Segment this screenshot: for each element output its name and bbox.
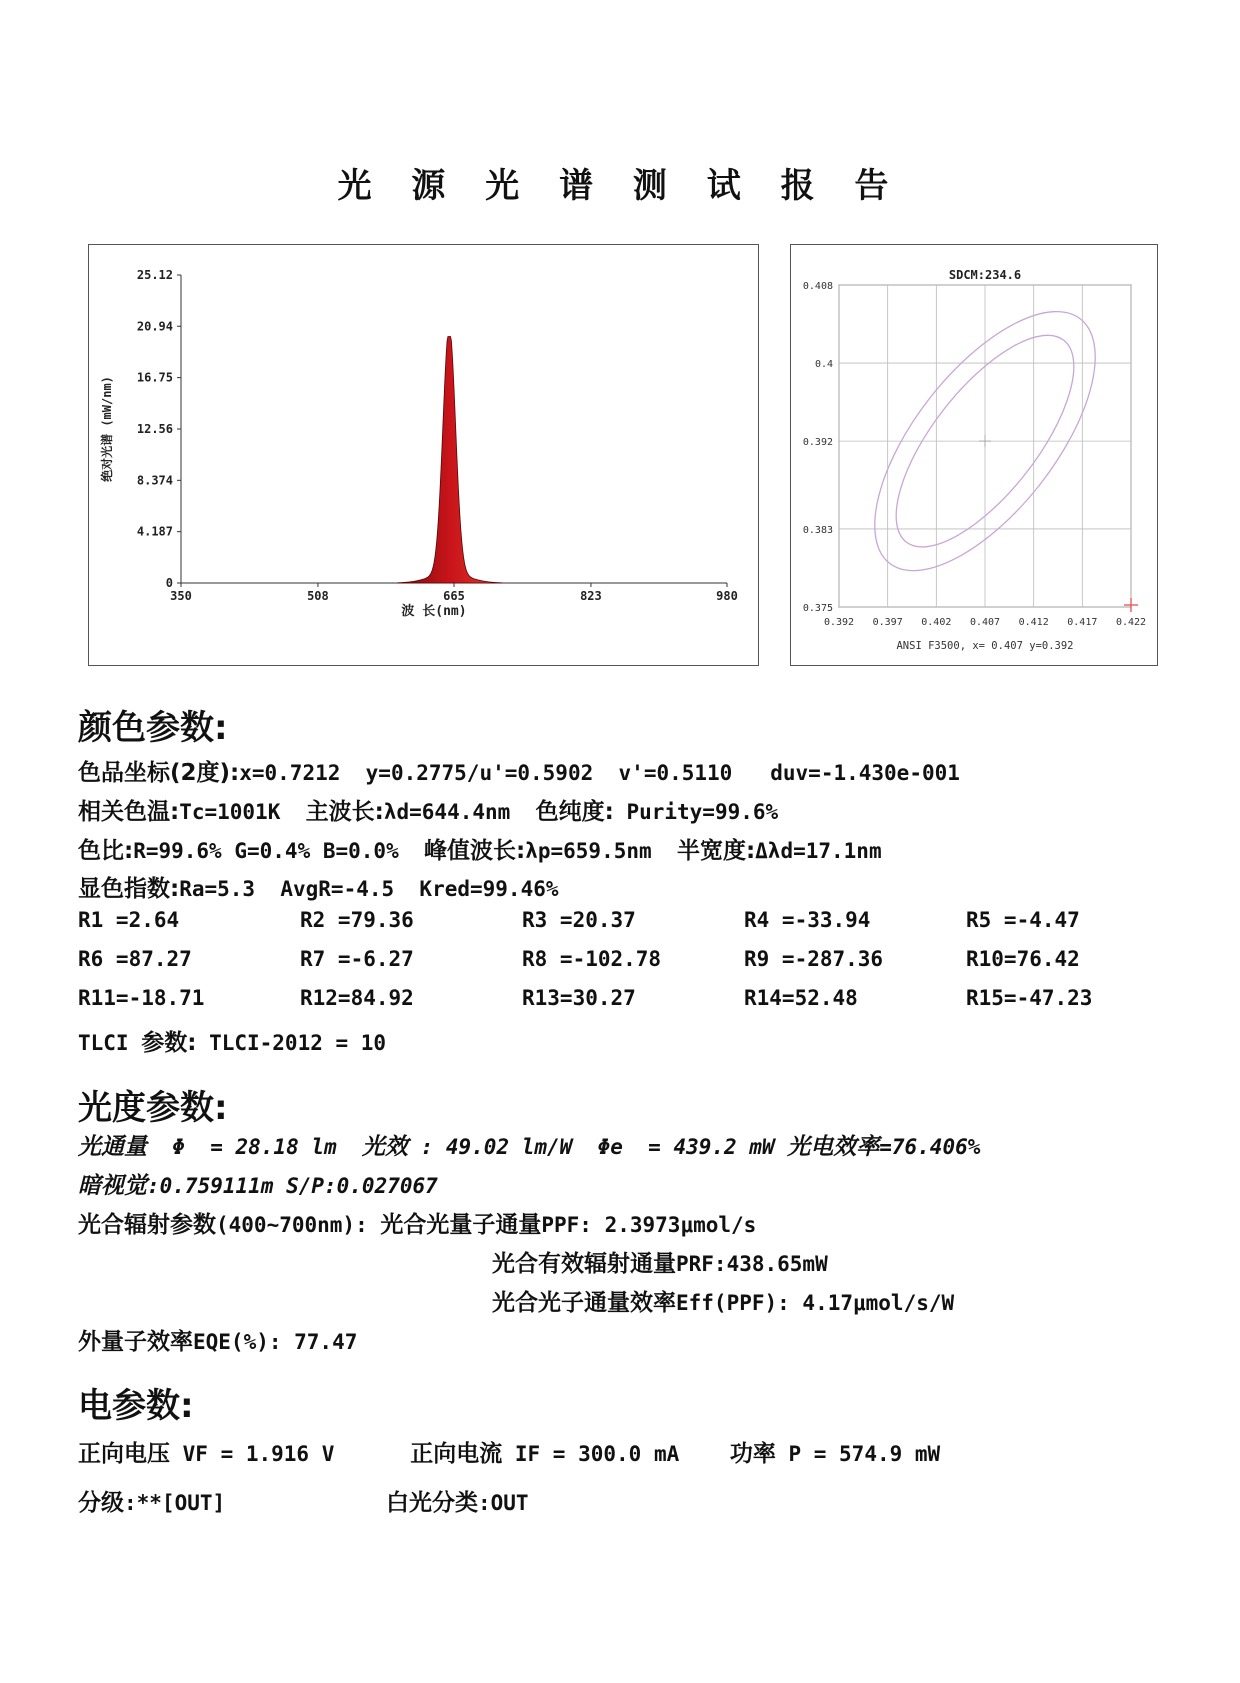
r-value: R6 =87.27 [78, 947, 192, 971]
cct-label: 相关色温: [78, 799, 180, 825]
tlci-label: 参数: [141, 1030, 197, 1056]
y-tick-label: 0 [165, 576, 173, 590]
r-row [78, 908, 1158, 936]
chromaticity-chart-panel [790, 244, 1158, 666]
y-tick-label: 20.94 [136, 319, 173, 334]
y-tick-label: 0.392 [802, 437, 833, 449]
chromaticity-label: 色品坐标(2度): [78, 760, 240, 786]
dominant-wavelength-label: 主波长: [305, 799, 384, 825]
y-tick-label: 0.375 [802, 603, 833, 614]
r-value: R1 =2.64 [78, 908, 180, 932]
purity-label: 色纯度: [535, 799, 614, 825]
cct-value: Tc=1001K [179, 800, 281, 824]
dominant-wavelength-value: λd=644.4nm [383, 800, 511, 824]
y-tick-label: 0.4 [814, 359, 833, 371]
white-class-line [386, 1484, 529, 1517]
r-value: R15=-47.23 [966, 986, 1093, 1010]
r-row [78, 986, 1158, 1014]
forward-voltage-label: 正向电压 [78, 1441, 170, 1467]
cri-label: 显色指数: [78, 876, 180, 902]
chromaticity-values: x=0.7212 y=0.2775/u'=0.5902 v'=0.5110 duv=-1.430e-001 [239, 761, 960, 785]
y-tick-label: 16.75 [136, 370, 173, 385]
scotopic-line [78, 1167, 438, 1200]
x-tick-label: 508 [307, 589, 329, 603]
flux-line [78, 1128, 980, 1161]
par-line [78, 1206, 756, 1239]
power-label: 功率 [729, 1441, 776, 1467]
r-value: R10=76.42 [966, 947, 1080, 971]
ppf-efficiency-value: Eff(PPF): 4.17μmol/s/W [676, 1291, 955, 1315]
y-tick-label: 0.408 [802, 281, 833, 292]
x-axis-label: 波 长(nm) [401, 604, 467, 619]
purity-value: Purity=99.6% [613, 800, 779, 824]
x-tick-label: 0.417 [1067, 617, 1098, 628]
x-tick-label: 0.392 [823, 617, 855, 628]
y-tick-label: 8.374 [136, 473, 173, 488]
flux-label: 光通量 [78, 1134, 147, 1160]
chromaticity-line [78, 754, 960, 787]
ppf-value: PPF: 2.3973μmol/s [541, 1213, 757, 1237]
forward-current-label: 正向电流 [410, 1441, 503, 1467]
r-value: R7 =-6.27 [300, 947, 414, 971]
color-ratio-value: R=99.6% G=0.4% B=0.0% [133, 839, 399, 863]
x-tick-label: 665 [443, 589, 465, 603]
ppf-efficiency-label: 光合光子通量效率 [492, 1290, 676, 1316]
efficacy-label: 光效 [361, 1134, 408, 1160]
peak-wavelength-label: 峰值波长: [424, 838, 526, 864]
peak-wavelength-value: λp=659.5nm [525, 839, 652, 863]
cct-line [78, 793, 778, 826]
grade-line [78, 1484, 225, 1517]
ratio-line [78, 832, 882, 865]
spectrum-chart [89, 245, 758, 665]
eqe-line [78, 1323, 357, 1356]
prf-label: 光合有效辐射通量 [492, 1251, 676, 1277]
par-label: 光合辐射参数 [78, 1212, 216, 1238]
scotopic-label: 暗视觉 [78, 1173, 147, 1199]
grade-label: 分级 [78, 1490, 124, 1516]
r-value: R3 =20.37 [522, 908, 636, 932]
color-params-heading: 颜色参数: [78, 708, 228, 748]
half-width-value: Δλd=17.1nm [755, 839, 882, 863]
x-tick-label: 0.412 [1018, 617, 1049, 628]
white-class-label: 白光分类 [386, 1490, 478, 1516]
tlci-value: TLCI-2012 = 10 [196, 1031, 387, 1055]
r-value: R14=52.48 [744, 986, 858, 1010]
r-value: R8 =-102.78 [522, 947, 662, 971]
flux-value: Φ = 28.18 lm [147, 1135, 362, 1159]
y-axis-label: 绝对光谱 (mW/nm) [100, 376, 114, 482]
r-value: R4 =-33.94 [744, 908, 871, 932]
cie-title: SDCM:234.6 [948, 268, 1022, 282]
electrical-line [78, 1435, 940, 1468]
x-tick-label: 0.402 [921, 617, 952, 628]
x-tick-label: 0.407 [969, 617, 1001, 628]
x-tick-label: 0.397 [872, 617, 903, 628]
photometric-params-heading: 光度参数: [78, 1088, 228, 1128]
pe-efficiency-value: =76.406% [879, 1135, 981, 1159]
prf-value: PRF:438.65mW [676, 1252, 828, 1276]
tlci-line [78, 1024, 386, 1057]
y-tick-label: 4.187 [136, 524, 173, 539]
ppf-label: 光合光量子通量 [380, 1212, 542, 1238]
x-tick-label: 0.422 [1115, 617, 1147, 628]
r-row [78, 947, 1158, 975]
scotopic-value: :0.759111m S/P:0.027067 [147, 1174, 438, 1198]
spectrum-chart-panel [88, 244, 759, 666]
cie-footer: ANSI F3500, x= 0.407 y=0.392 [896, 640, 1074, 652]
tlci-label-prefix: TLCI [78, 1031, 142, 1055]
r-value: R2 =79.36 [300, 908, 414, 932]
grade-value: :**[OUT] [124, 1491, 226, 1515]
x-tick-label: 980 [716, 589, 738, 603]
electrical-params-heading: 电参数: [78, 1386, 194, 1426]
x-tick-label: 823 [580, 589, 602, 603]
eqe-value: EQE(%): 77.47 [193, 1330, 358, 1354]
color-ratio-label: 色比: [78, 838, 134, 864]
power-value: P = 574.9 mW [775, 1442, 941, 1466]
white-class-value: :OUT [478, 1491, 529, 1515]
prf-line [492, 1245, 828, 1278]
spectrum-peak-area [398, 337, 502, 583]
r-value: R11=-18.71 [78, 986, 205, 1010]
y-tick-label: 0.383 [802, 524, 833, 536]
par-range: (400~700nm): [216, 1213, 368, 1237]
cri-value: Ra=5.3 AvgR=-4.5 Kred=99.46% [179, 877, 559, 901]
pe-efficiency-label: 光电效率 [787, 1134, 880, 1160]
eqe-label: 外量子效率 [78, 1329, 193, 1355]
r-value: R12=84.92 [300, 986, 414, 1010]
report-title: 光 源 光 谱 测 试 报 告 [337, 166, 903, 206]
ppf-efficiency-line [492, 1284, 954, 1317]
chromaticity-chart [791, 245, 1157, 665]
efficacy-value: : 49.02 lm/W Φe = 439.2 mW [407, 1135, 788, 1159]
forward-current-value: IF = 300.0 mA [502, 1442, 680, 1466]
r-value: R5 =-4.47 [966, 908, 1080, 932]
forward-voltage-value: VF = 1.916 V [170, 1442, 335, 1466]
cri-line [78, 870, 559, 903]
x-tick-label: 350 [170, 589, 192, 603]
y-tick-label: 25.12 [136, 268, 173, 282]
r-value: R13=30.27 [522, 986, 636, 1010]
half-width-label: 半宽度: [676, 838, 756, 864]
y-tick-label: 12.56 [136, 422, 173, 436]
r-value: R9 =-287.36 [744, 947, 884, 971]
